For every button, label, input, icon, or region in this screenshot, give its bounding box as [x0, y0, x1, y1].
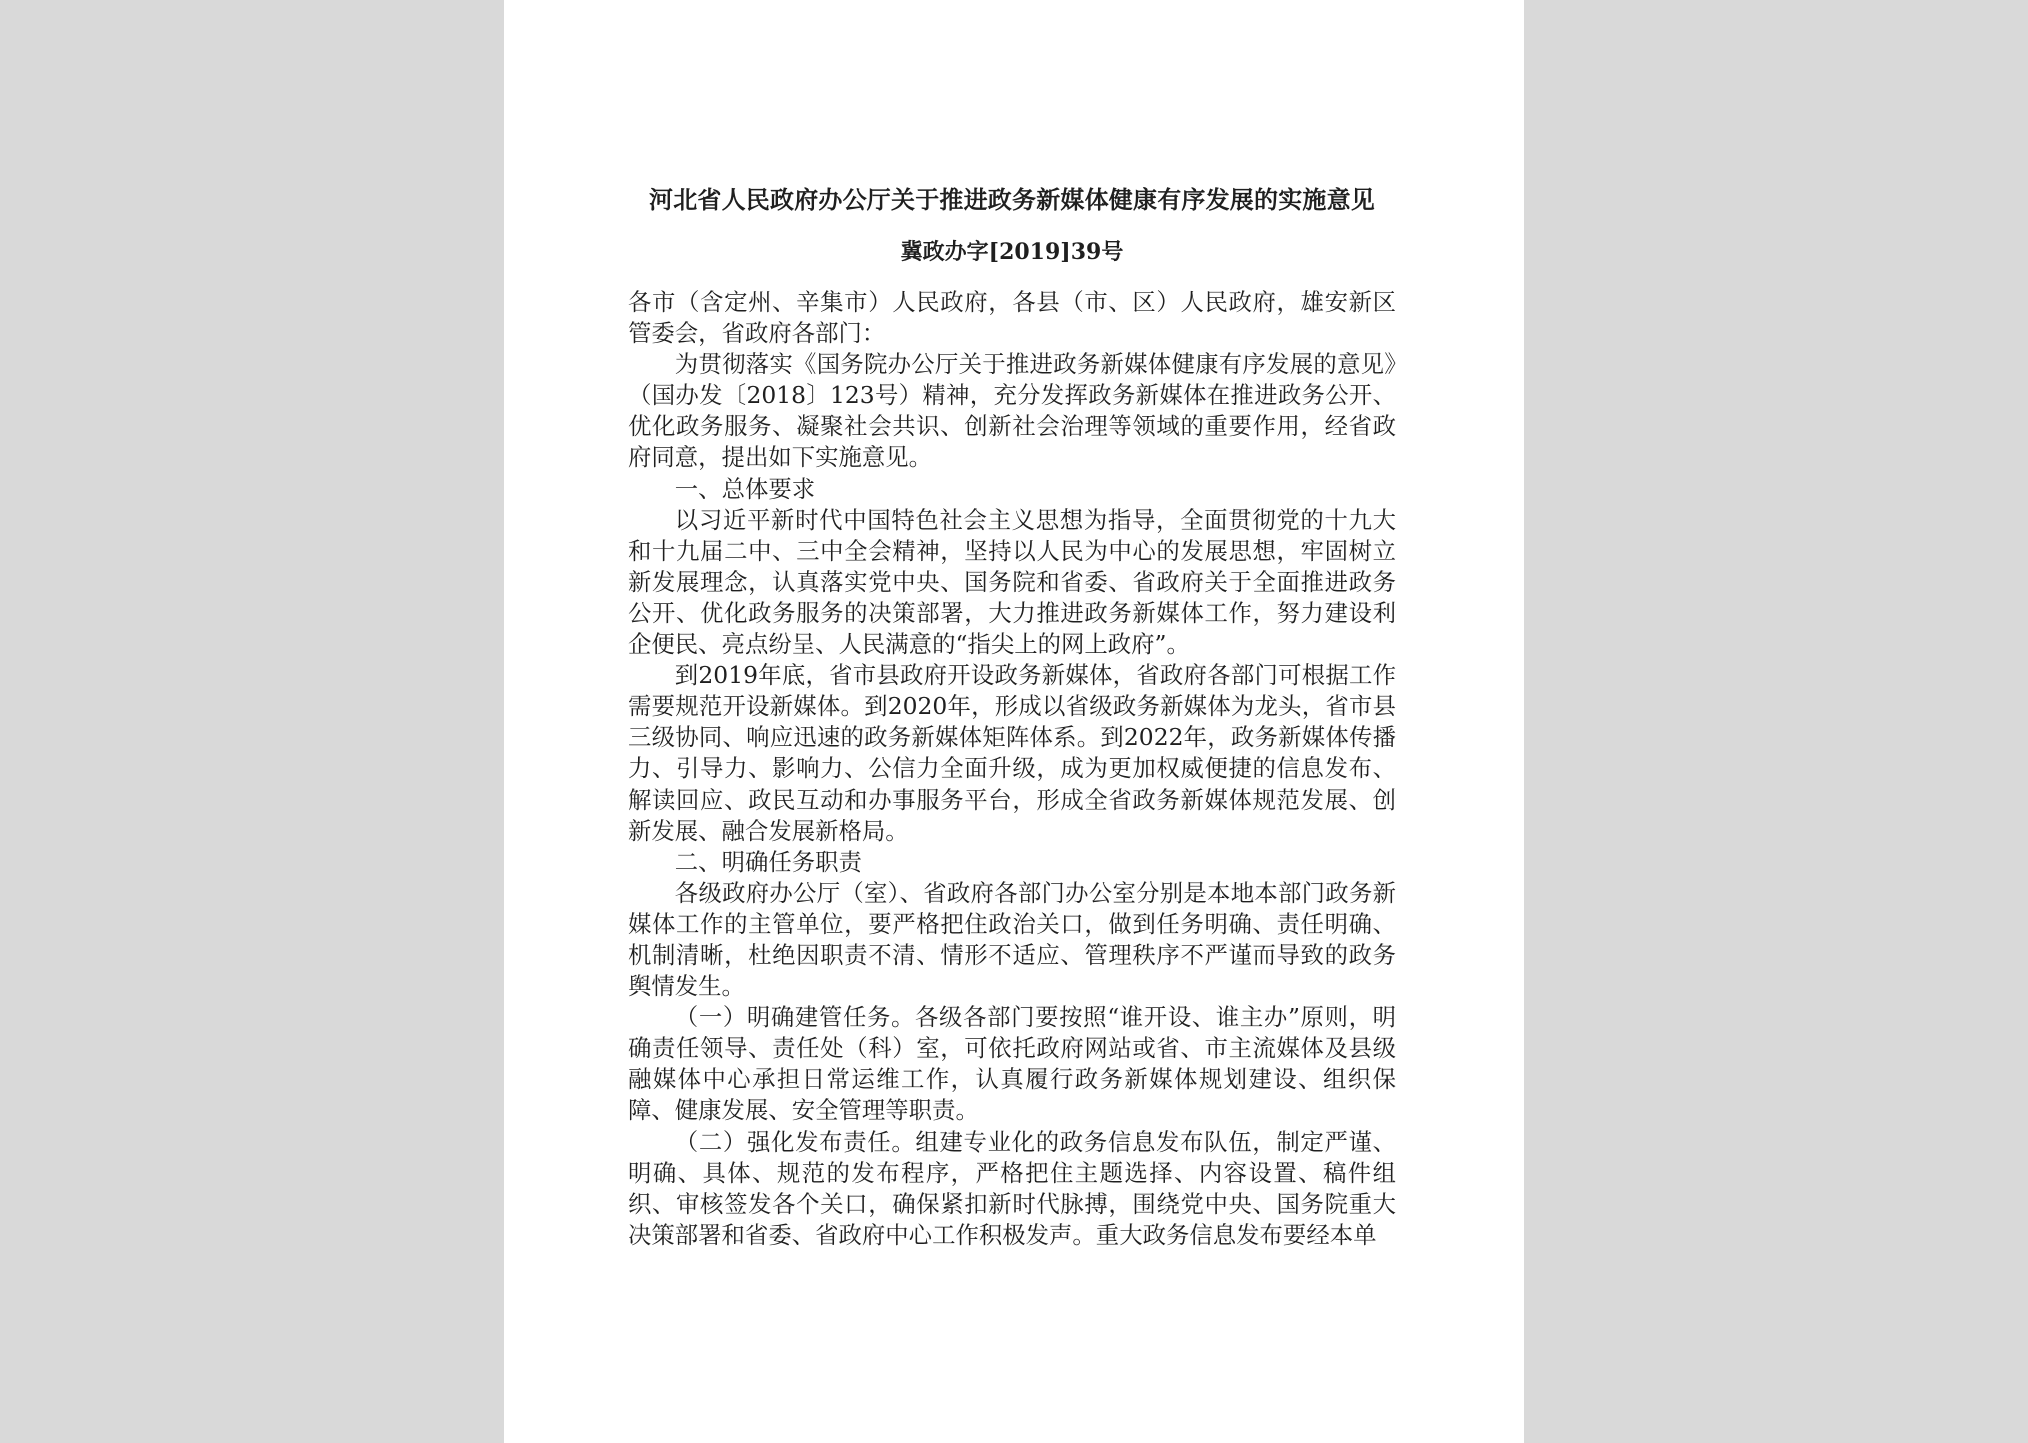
document-title: 河北省人民政府办公厅关于推进政务新媒体健康有序发展的实施意见 [649, 185, 1375, 214]
salutation: 各市（含定州、辛集市）人民政府，各县（市、区）人民政府，雄安新区管委会，省政府各部门： [628, 288, 1396, 348]
paragraph: （二）强化发布责任。组建专业化的政务信息发布队伍，制定严谨、明确、具体、规范的发布程序，严格把住主题选择、内容设置、稿件组织、审核签发各个关口，确保紧扣新时代脉搏，围绕党中央、国务院重大决策部署和省委、省政府中心工作积极发声。重大政务信息发布要经本单 [628, 1127, 1396, 1249]
section-heading-2: 二、明确任务职责 [674, 847, 862, 876]
paragraph: 到2019年底，省市县政府开设政务新媒体，省政府各部门可根据工作需要规范开设新媒体。到2020年，形成以省级政务新媒体为龙头，省市县三级协同、响应迅速的政务新媒体矩阵体系。到2022年，政务新媒体传播力、引导力、影响力、公信力全面升级，成为更加权威便捷的信息发布、解读回应、政民互动和办事服务平台，形成全省政务新媒体规范发展、创新发展、融合发展新格局。 [628, 661, 1396, 845]
document-page [504, 0, 1524, 1443]
paragraph: （一）明确建管任务。各级各部门要按照“谁开设、谁主办”原则，明确责任领导、责任处（科）室，可依托政府网站或省、市主流媒体及县级融媒体中心承担日常运维工作，认真履行政务新媒体规划建设、组织保障、健康发展、安全管理等职责。 [628, 1003, 1396, 1125]
section-heading-1: 一、总体要求 [674, 474, 816, 503]
paragraph: 以习近平新时代中国特色社会主义思想为指导，全面贯彻党的十九大和十九届二中、三中全会精神，坚持以人民为中心的发展思想，牢固树立新发展理念，认真落实党中央、国务院和省委、省政府关于全面推进政务公开、优化政务服务的决策部署，大力推进政务新媒体工作，努力建设利企便民、亮点纷呈、人民满意的“指尖上的网上政府”。 [628, 505, 1396, 659]
document-number: 冀政办字[2019]39号 [900, 239, 1124, 265]
paragraph: 各级政府办公厅（室）、省政府各部门办公室分别是本地本部门政务新媒体工作的主管单位，要严格把住政治关口，做到任务明确、责任明确、机制清晰，杜绝因职责不清、情形不适应、管理秩序不严谨而导致的政务舆情发生。 [628, 878, 1396, 1001]
paragraph-preamble: 为贯彻落实《国务院办公厅关于推进政务新媒体健康有序发展的意见》（国办发〔2018〕123号）精神，充分发挥政务新媒体在推进政务公开、优化政务服务、凝聚社会共识、创新社会治理等领域的重要作用，经省政府同意，提出如下实施意见。 [628, 350, 1396, 472]
document-body [628, 287, 1396, 1251]
